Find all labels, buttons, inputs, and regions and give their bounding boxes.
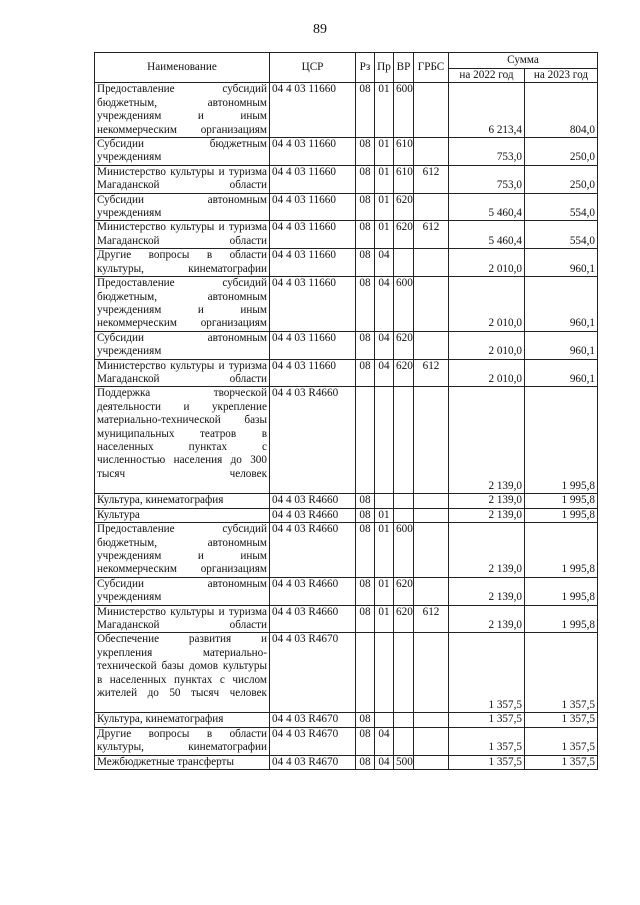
row-sum-2023-cell: 250,0 <box>525 165 598 193</box>
row-rz-cell: 08 <box>356 83 375 138</box>
row-sum-2023-cell: 1 995,8 <box>525 577 598 605</box>
row-csr-cell: 04 4 03 11660 <box>270 331 356 359</box>
row-vr-cell: 620 <box>394 221 414 249</box>
row-rz-cell: 08 <box>356 221 375 249</box>
header-sum: Сумма <box>449 53 598 69</box>
row-sum-2022-cell: 2 010,0 <box>449 359 525 387</box>
row-name-cell: Министерство культуры и туризма Магаданской области <box>95 221 270 249</box>
row-sum-2023-cell: 250,0 <box>525 138 598 166</box>
row-pr-cell <box>375 713 394 727</box>
row-csr-cell: 04 4 03 11660 <box>270 193 356 221</box>
row-pr-cell: 01 <box>375 508 394 522</box>
row-rz-cell: 08 <box>356 523 375 578</box>
row-name-cell: Поддержка творческой деятельности и укрепление материально-технической базы муниципальных театров в населенных пунктах с численностью населения до 300 тысяч человек <box>95 387 270 494</box>
header-vr: ВР <box>394 53 414 83</box>
row-name-cell: Предоставление субсидий бюджетным, автономным учреждениям и иным некоммерческим организациям <box>95 83 270 138</box>
row-grbs-cell <box>414 331 449 359</box>
table-row <box>95 755 598 769</box>
row-sum-2022-cell: 1 357,5 <box>449 727 525 755</box>
row-name-cell: Субсидии автономным учреждениям <box>95 331 270 359</box>
row-vr-cell: 600 <box>394 277 414 332</box>
row-grbs-cell: 612 <box>414 165 449 193</box>
row-csr-cell: 04 4 03 R4660 <box>270 523 356 578</box>
row-grbs-cell <box>414 508 449 522</box>
row-name-cell: Другие вопросы в области культуры, кинематографии <box>95 249 270 277</box>
row-sum-2023-cell: 1 995,8 <box>525 523 598 578</box>
row-sum-2023-cell: 1 995,8 <box>525 494 598 508</box>
header-year-2023: на 2023 год <box>525 69 598 83</box>
row-grbs-cell: 612 <box>414 605 449 633</box>
budget-table <box>94 52 598 770</box>
row-pr-cell: 04 <box>375 359 394 387</box>
page-number: 89 <box>313 22 327 37</box>
row-grbs-cell <box>414 727 449 755</box>
row-name-cell: Министерство культуры и туризма Магаданской области <box>95 605 270 633</box>
row-sum-2022-cell: 1 357,5 <box>449 633 525 713</box>
row-pr-cell <box>375 494 394 508</box>
row-pr-cell: 01 <box>375 193 394 221</box>
row-sum-2023-cell: 1 357,5 <box>525 633 598 713</box>
row-csr-cell: 04 4 03 11660 <box>270 359 356 387</box>
row-rz-cell: 08 <box>356 508 375 522</box>
row-csr-cell: 04 4 03 R4670 <box>270 713 356 727</box>
table-row <box>95 331 598 359</box>
row-vr-cell <box>394 508 414 522</box>
header-name: Наименование <box>95 53 270 83</box>
row-sum-2022-cell: 753,0 <box>449 165 525 193</box>
row-pr-cell: 01 <box>375 165 394 193</box>
table-row <box>95 494 598 508</box>
table-row <box>95 359 598 387</box>
table-row <box>95 605 598 633</box>
table-body <box>95 83 598 770</box>
table-row <box>95 713 598 727</box>
row-csr-cell: 04 4 03 R4660 <box>270 494 356 508</box>
row-grbs-cell: 612 <box>414 359 449 387</box>
row-csr-cell: 04 4 03 11660 <box>270 165 356 193</box>
row-csr-cell: 04 4 03 R4660 <box>270 508 356 522</box>
row-sum-2023-cell: 1 995,8 <box>525 605 598 633</box>
row-sum-2023-cell: 960,1 <box>525 249 598 277</box>
row-pr-cell: 01 <box>375 523 394 578</box>
row-sum-2023-cell: 1 995,8 <box>525 387 598 494</box>
row-vr-cell: 600 <box>394 83 414 138</box>
row-rz-cell: 08 <box>356 494 375 508</box>
row-sum-2023-cell: 554,0 <box>525 193 598 221</box>
row-pr-cell <box>375 633 394 713</box>
header-grbs: ГРБС <box>414 53 449 83</box>
row-grbs-cell <box>414 577 449 605</box>
row-rz-cell: 08 <box>356 713 375 727</box>
row-pr-cell: 01 <box>375 221 394 249</box>
row-grbs-cell <box>414 755 449 769</box>
row-sum-2022-cell: 1 357,5 <box>449 713 525 727</box>
row-csr-cell: 04 4 03 11660 <box>270 277 356 332</box>
row-vr-cell: 620 <box>394 577 414 605</box>
row-grbs-cell <box>414 387 449 494</box>
row-csr-cell: 04 4 03 11660 <box>270 138 356 166</box>
row-grbs-cell <box>414 193 449 221</box>
row-pr-cell: 04 <box>375 727 394 755</box>
row-name-cell: Субсидии автономным учреждениям <box>95 577 270 605</box>
row-sum-2023-cell: 554,0 <box>525 221 598 249</box>
row-sum-2023-cell: 804,0 <box>525 83 598 138</box>
row-rz-cell: 08 <box>356 605 375 633</box>
row-name-cell: Культура <box>95 508 270 522</box>
row-sum-2022-cell: 5 460,4 <box>449 193 525 221</box>
row-rz-cell: 08 <box>356 138 375 166</box>
row-pr-cell: 04 <box>375 249 394 277</box>
row-name-cell: Другие вопросы в области культуры, кинематографии <box>95 727 270 755</box>
row-vr-cell: 600 <box>394 523 414 578</box>
row-grbs-cell <box>414 138 449 166</box>
table-row <box>95 387 598 494</box>
row-grbs-cell: 612 <box>414 221 449 249</box>
row-sum-2023-cell: 960,1 <box>525 359 598 387</box>
row-rz-cell: 08 <box>356 727 375 755</box>
row-vr-cell: 620 <box>394 359 414 387</box>
row-sum-2022-cell: 1 357,5 <box>449 755 525 769</box>
row-vr-cell: 620 <box>394 605 414 633</box>
row-sum-2022-cell: 2 139,0 <box>449 387 525 494</box>
table-row <box>95 138 598 166</box>
row-vr-cell: 500 <box>394 755 414 769</box>
row-name-cell: Культура, кинематография <box>95 494 270 508</box>
row-pr-cell: 01 <box>375 83 394 138</box>
row-sum-2022-cell: 2 010,0 <box>449 331 525 359</box>
row-rz-cell: 08 <box>356 755 375 769</box>
table-row <box>95 727 598 755</box>
row-sum-2022-cell: 2 139,0 <box>449 523 525 578</box>
row-vr-cell <box>394 713 414 727</box>
row-grbs-cell <box>414 523 449 578</box>
table-row <box>95 577 598 605</box>
row-grbs-cell <box>414 713 449 727</box>
row-grbs-cell <box>414 249 449 277</box>
header-year-2022: на 2022 год <box>449 69 525 83</box>
row-sum-2023-cell: 1 357,5 <box>525 755 598 769</box>
row-csr-cell: 04 4 03 11660 <box>270 221 356 249</box>
row-csr-cell: 04 4 03 11660 <box>270 83 356 138</box>
row-vr-cell <box>394 387 414 494</box>
row-sum-2022-cell: 2 139,0 <box>449 605 525 633</box>
header-pr: Пр <box>375 53 394 83</box>
row-pr-cell: 01 <box>375 605 394 633</box>
row-sum-2022-cell: 6 213,4 <box>449 83 525 138</box>
row-sum-2022-cell: 2 010,0 <box>449 277 525 332</box>
row-rz-cell <box>356 387 375 494</box>
row-sum-2023-cell: 1 995,8 <box>525 508 598 522</box>
row-sum-2023-cell: 1 357,5 <box>525 713 598 727</box>
row-pr-cell: 04 <box>375 331 394 359</box>
row-pr-cell: 01 <box>375 577 394 605</box>
row-pr-cell <box>375 387 394 494</box>
row-name-cell: Культура, кинематография <box>95 713 270 727</box>
row-csr-cell: 04 4 03 11660 <box>270 249 356 277</box>
row-name-cell: Предоставление субсидий бюджетным, автономным учреждениям и иным некоммерческим организациям <box>95 277 270 332</box>
table-row <box>95 633 598 713</box>
row-sum-2023-cell: 1 357,5 <box>525 727 598 755</box>
row-rz-cell: 08 <box>356 359 375 387</box>
row-vr-cell: 610 <box>394 138 414 166</box>
table-row <box>95 277 598 332</box>
row-name-cell: Обеспечение развития и укрепления материально-технической базы домов культуры в населенных пунктах с числом жителей до 50 тысяч человек <box>95 633 270 713</box>
row-vr-cell <box>394 633 414 713</box>
row-csr-cell: 04 4 03 R4660 <box>270 387 356 494</box>
row-name-cell: Министерство культуры и туризма Магаданской области <box>95 165 270 193</box>
row-sum-2022-cell: 2 010,0 <box>449 249 525 277</box>
table-row <box>95 508 598 522</box>
row-name-cell: Субсидии автономным учреждениям <box>95 193 270 221</box>
table-row <box>95 165 598 193</box>
row-rz-cell: 08 <box>356 577 375 605</box>
row-rz-cell: 08 <box>356 165 375 193</box>
row-pr-cell: 04 <box>375 277 394 332</box>
row-grbs-cell <box>414 277 449 332</box>
row-vr-cell <box>394 727 414 755</box>
row-pr-cell: 04 <box>375 755 394 769</box>
row-csr-cell: 04 4 03 R4660 <box>270 577 356 605</box>
row-csr-cell: 04 4 03 R4670 <box>270 727 356 755</box>
row-sum-2022-cell: 2 139,0 <box>449 508 525 522</box>
row-grbs-cell <box>414 494 449 508</box>
row-sum-2022-cell: 2 139,0 <box>449 577 525 605</box>
table-row <box>95 193 598 221</box>
row-vr-cell: 620 <box>394 331 414 359</box>
table-row <box>95 249 598 277</box>
table-row <box>95 83 598 138</box>
row-rz-cell: 08 <box>356 249 375 277</box>
row-sum-2022-cell: 2 139,0 <box>449 494 525 508</box>
row-name-cell: Министерство культуры и туризма Магаданской области <box>95 359 270 387</box>
row-rz-cell <box>356 633 375 713</box>
row-csr-cell: 04 4 03 R4670 <box>270 633 356 713</box>
row-rz-cell: 08 <box>356 277 375 332</box>
row-csr-cell: 04 4 03 R4660 <box>270 605 356 633</box>
row-sum-2022-cell: 753,0 <box>449 138 525 166</box>
row-sum-2023-cell: 960,1 <box>525 277 598 332</box>
row-vr-cell <box>394 494 414 508</box>
row-grbs-cell <box>414 83 449 138</box>
header-rz: Рз <box>356 53 375 83</box>
row-vr-cell <box>394 249 414 277</box>
row-vr-cell: 620 <box>394 193 414 221</box>
row-vr-cell: 610 <box>394 165 414 193</box>
header-csr: ЦСР <box>270 53 356 83</box>
row-rz-cell: 08 <box>356 331 375 359</box>
row-name-cell: Предоставление субсидий бюджетным, автономным учреждениям и иным некоммерческим организациям <box>95 523 270 578</box>
table-header <box>95 53 598 83</box>
table-row <box>95 221 598 249</box>
row-sum-2022-cell: 5 460,4 <box>449 221 525 249</box>
row-name-cell: Субсидии бюджетным учреждениям <box>95 138 270 166</box>
row-rz-cell: 08 <box>356 193 375 221</box>
row-sum-2023-cell: 960,1 <box>525 331 598 359</box>
row-grbs-cell <box>414 633 449 713</box>
row-pr-cell: 01 <box>375 138 394 166</box>
row-csr-cell: 04 4 03 R4670 <box>270 755 356 769</box>
row-name-cell: Межбюджетные трансферты <box>95 755 270 769</box>
table-row <box>95 523 598 578</box>
